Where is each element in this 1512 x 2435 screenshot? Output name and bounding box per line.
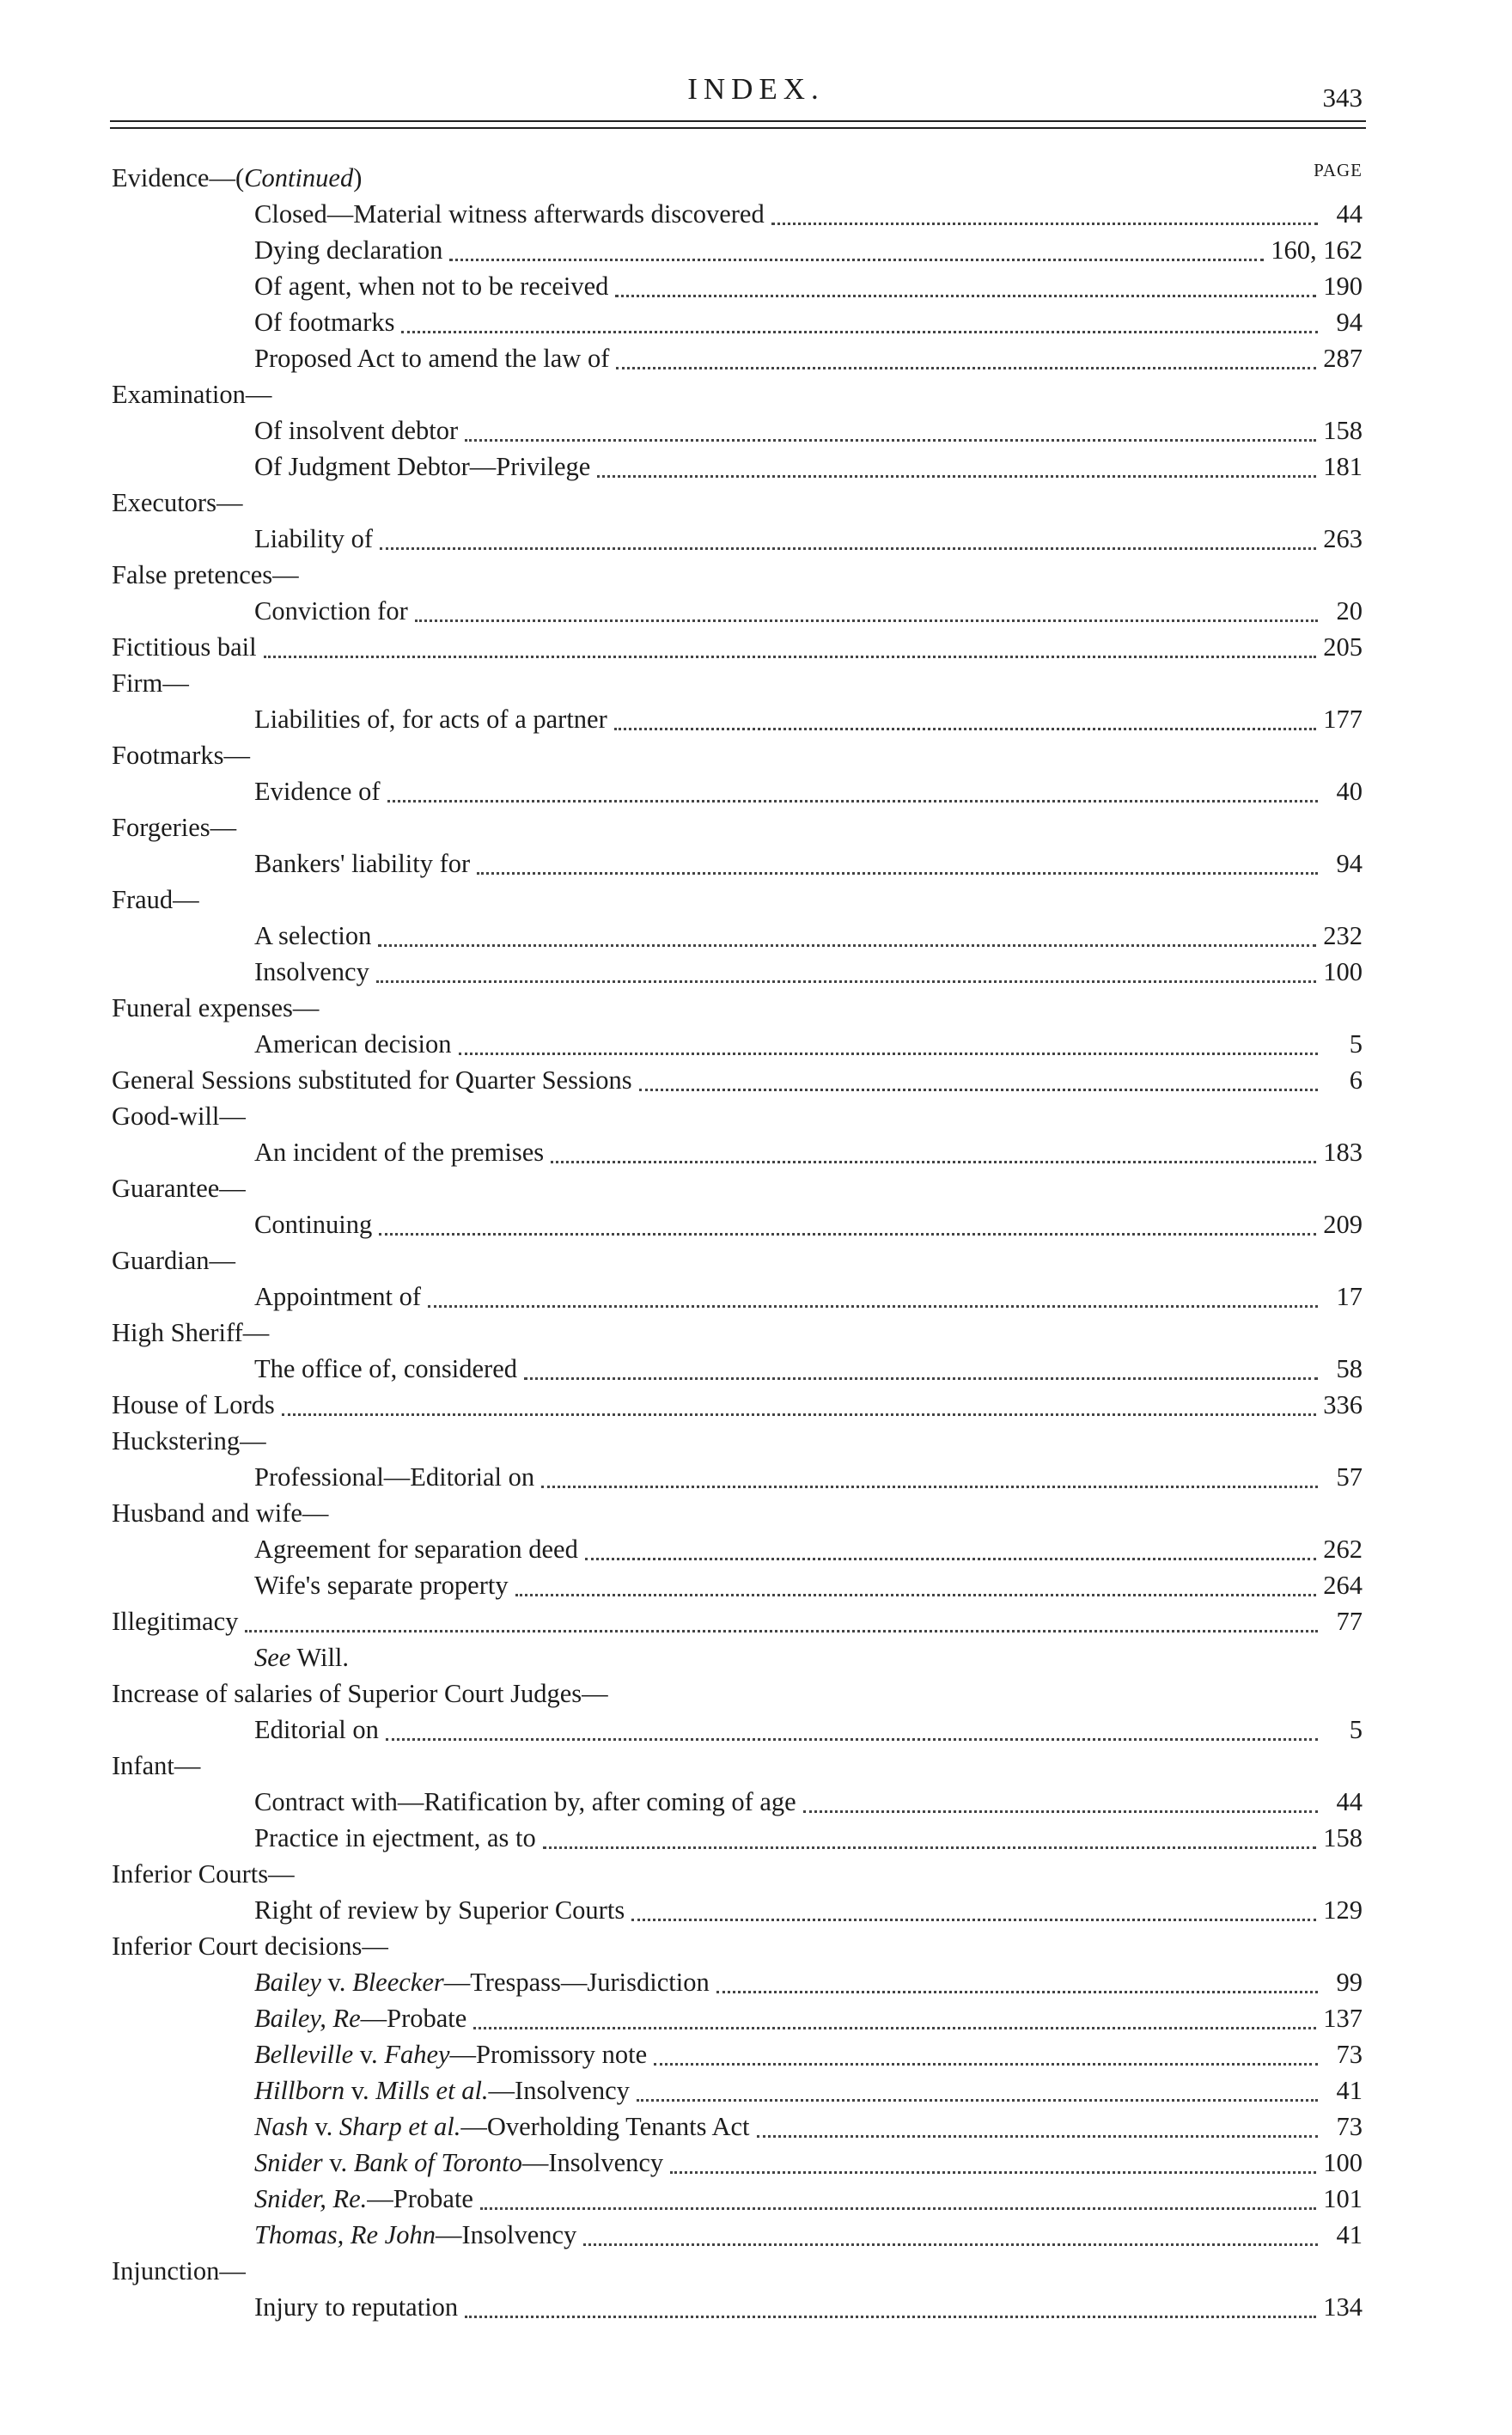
entry-text-segment: Footmarks— [112,741,250,770]
index-subentry [254,2109,1363,2145]
entry-text-segment: Bankers' liability for [254,849,471,878]
entry-text [254,196,765,232]
entry-text [254,449,590,485]
index-subentry [254,2000,1363,2036]
entry-text-segment: Evidence of [254,777,381,806]
index-subentry [254,2217,1363,2253]
dot-leader [771,211,1318,225]
entry-text [254,1567,509,1603]
entry-text [254,1784,796,1820]
entry-text-italic: Bank of Toronto [353,2148,522,2177]
entry-text [112,1498,328,1528]
dot-leader [803,1798,1318,1813]
index-heading [112,1856,295,1892]
entry-text-segment: Conviction for [254,596,408,626]
page-reference: 232 [1323,921,1363,950]
entry-text-segment: Proposed Act to amend the law of [254,344,610,373]
page-reference: 94 [1336,308,1363,337]
entry-text-segment: —Probate [367,2184,473,2213]
dot-leader [583,2231,1318,2246]
index-subentry [254,1639,349,1675]
entry-text-italic: Bailey, Re [254,2004,361,2033]
index-subentry [254,845,1363,882]
index-heading [112,376,271,412]
page-reference: 209 [1323,1210,1363,1239]
entry-text [254,232,442,268]
dot-leader [473,2015,1316,2029]
index-subentry [254,2072,1363,2109]
entry-text-segment: Firm— [112,668,189,698]
entry-text-segment: —Trespass—Jurisdiction [443,1968,710,1997]
dot-leader [639,1077,1318,1091]
index-subentry [254,1206,1363,1242]
entry-text [112,1318,269,1347]
header-rule-bottom [110,127,1366,129]
page-reference: 158 [1323,1823,1363,1852]
page-reference: 73 [1336,2040,1363,2069]
page-reference: 99 [1336,1968,1363,1997]
page-reference: 190 [1323,272,1363,301]
entry-text [254,1206,372,1242]
page-reference: 177 [1323,705,1363,734]
entry-text [254,2181,473,2217]
entry-text-segment: Of insolvent debtor [254,416,459,445]
entry-text-segment: Wife's separate property [254,1571,509,1600]
entry-text-segment: Professional—Editorial on [254,1462,535,1492]
page-reference: 41 [1336,2220,1363,2249]
index-subentry [254,340,1363,376]
entry-text-segment: False pretences— [112,560,299,589]
entry-text [254,1026,452,1062]
entry-text-segment: —Overholding Tenants Act [460,2112,750,2141]
index-subentry [254,449,1363,485]
index-heading [112,1495,328,1531]
entry-text [254,304,394,340]
index-heading [112,485,242,521]
entry-text [254,2289,458,2325]
page-reference: 101 [1323,2184,1363,2213]
entry-text-segment: —Insolvency [521,2148,664,2177]
entry-text-segment: Good-will— [112,1102,246,1131]
entry-text-segment: Guardian— [112,1246,235,1275]
entry-text-segment: Injury to reputation [254,2292,459,2322]
dot-leader [282,1401,1317,1416]
entry-text-segment: —Insolvency [435,2220,577,2249]
dot-leader [597,463,1316,478]
dot-leader [449,247,1264,261]
entry-text-segment: Of footmarks [254,308,395,337]
page-reference: 44 [1336,199,1363,229]
entry-text [254,1459,534,1495]
entry-text [254,773,381,809]
entry-text-segment: v. [344,2076,376,2105]
entry-text [112,1387,275,1423]
entry-text [254,918,371,954]
entry-text-segment: Will. [290,1643,350,1672]
page-number: 343 [1322,82,1363,113]
entry-text-segment: Guarantee— [112,1174,246,1203]
dot-leader [551,1149,1316,1163]
index-heading [112,737,250,773]
entry-text-segment: High Sheriff— [112,1318,270,1347]
dot-leader [585,1546,1316,1560]
entry-text-italic: Bailey [254,1968,321,1997]
entry-text [254,1279,421,1315]
entry-text-segment: Fraud— [112,885,199,914]
entry-text [112,163,362,192]
entry-text-segment: Inferior Court decisions— [112,1932,388,1961]
page-reference: 100 [1323,957,1363,986]
dot-leader [378,932,1316,947]
entry-text-segment: v. [308,2112,339,2141]
entry-text-segment: Practice in ejectment, as to [254,1823,536,1852]
entry-text-segment: Agreement for separation deed [254,1535,578,1564]
dot-leader [428,1293,1318,1308]
page-reference: 160, 162 [1271,235,1363,265]
entry-text [112,741,250,770]
entry-text-italic: Bleecker [352,1968,444,1997]
entry-text [254,521,373,557]
entry-text [254,2072,630,2109]
dot-leader [387,788,1319,803]
entry-text [254,1892,625,1928]
index-subentry [254,232,1363,268]
index-subentry [254,412,1363,449]
entry-text-segment: The office of, considered [254,1354,517,1383]
page-reference: 44 [1336,1787,1363,1816]
index-heading [112,557,299,593]
index-subentry [254,2145,1363,2181]
index-subentry [254,1567,1363,1603]
entry-text-segment: Editorial on [254,1715,379,1744]
index-heading [112,629,1363,665]
entry-text [112,1426,266,1456]
entry-text [254,593,408,629]
entry-text-segment: Fictitious bail [112,632,257,662]
index-subentry [254,773,1363,809]
entry-text [254,340,609,376]
entry-text [254,1351,517,1387]
entry-text [112,1174,246,1203]
page-reference: 6 [1349,1065,1363,1095]
index-subentry [254,701,1363,737]
index-subentry [254,1279,1363,1315]
entry-text-segment: Of agent, when not to be received [254,272,609,301]
entry-text-segment: Injunction— [112,2256,246,2285]
page-reference: 57 [1336,1462,1363,1492]
page-reference: 181 [1323,452,1363,481]
index-heading [112,1170,246,1206]
dot-leader [615,283,1316,297]
entry-text [112,1679,608,1708]
entry-text [112,1603,238,1639]
entry-text-segment: Huckstering— [112,1426,266,1456]
page-reference: 41 [1336,2076,1363,2105]
entry-text [112,560,299,589]
index-heading [112,1603,1363,1639]
index-subentry [254,1026,1363,1062]
entry-text-segment: A selection [254,921,372,950]
page-reference: 205 [1323,632,1363,662]
entry-text-segment: American decision [254,1029,452,1059]
entry-text-italic: Snider, Re. [254,2184,368,2213]
entry-text [112,629,257,665]
page-reference: 262 [1323,1535,1363,1564]
dot-leader [614,716,1317,730]
index-heading [112,990,319,1026]
index-heading [112,1748,200,1784]
dot-leader [379,1221,1316,1236]
index-subentry [254,196,1363,232]
index-heading [112,809,236,845]
entry-text [112,2256,246,2285]
entry-text [112,1246,235,1275]
entry-text [254,845,470,882]
entry-text [112,380,271,409]
entry-text [254,2145,663,2181]
entry-text [112,488,242,517]
index-subentry [254,954,1363,990]
entry-text-segment: General Sessions substituted for Quarter Sessions [112,1065,632,1095]
page-reference: 58 [1336,1354,1363,1383]
entry-text-italic: Sharp et al. [338,2112,461,2141]
entry-text-segment: Illegitimacy [112,1607,239,1636]
entry-text [112,1062,632,1098]
entry-text-segment: v. [322,2148,354,2177]
entry-text-segment: Examination— [112,380,272,409]
dot-leader [515,1582,1317,1596]
entry-text [112,1102,246,1131]
index-subentry [254,1820,1363,1856]
entry-text-segment: —Promissory note [449,2040,648,2069]
dot-leader [380,535,1316,550]
page-reference: 17 [1336,1282,1363,1311]
index-subentry [254,918,1363,954]
index-subentry [254,1459,1363,1495]
dot-leader [245,1618,1318,1632]
dot-leader [477,860,1318,875]
index-heading [112,665,189,701]
page-reference: 94 [1336,849,1363,878]
entry-text-segment: ) [353,163,363,192]
index-heading [112,1315,269,1351]
entry-text [254,1134,544,1170]
index-subentry [254,304,1363,340]
entry-text-segment: —Insolvency [488,2076,630,2105]
page-reference: 40 [1336,777,1363,806]
entry-text-segment: House of Lords [112,1390,275,1419]
index-subentry [254,2181,1363,2217]
dot-leader [670,2159,1316,2174]
index-subentry [254,593,1363,629]
dot-leader [654,2051,1318,2066]
entry-text-segment: Infant— [112,1751,201,1780]
entry-text-italic: See [254,1643,291,1672]
index-heading [112,2253,246,2289]
entry-text [254,1643,349,1672]
index-subentry [254,1531,1363,1567]
index-heading [112,1098,246,1134]
page-reference: 158 [1323,416,1363,445]
entry-text-segment: Dying declaration [254,235,443,265]
index-subentry [254,1892,1363,1928]
entry-text-italic: Snider [254,2148,323,2177]
header-rule-top [110,120,1366,122]
page-reference: 336 [1323,1390,1363,1419]
entry-text-segment: Inferior Courts— [112,1859,295,1889]
index-heading [112,1062,1363,1098]
page-reference: 100 [1323,2148,1363,2177]
entry-text [254,1712,379,1748]
page-reference: 129 [1323,1895,1363,1925]
index-heading [112,1928,388,1964]
entry-text [254,2109,750,2145]
dot-leader [401,319,1318,333]
dot-leader [631,1907,1316,1921]
index-subentry [254,1964,1363,2000]
index-heading [112,160,362,196]
entry-text [254,1964,710,2000]
dot-leader [465,427,1316,442]
page-column-label: PAGE [1314,160,1363,180]
entry-text-italic: Nash [254,2112,308,2141]
page-reference: 264 [1323,1571,1363,1600]
dot-leader [524,1365,1318,1380]
dot-leader [543,1834,1317,1849]
entry-text [254,954,369,990]
entry-text [112,1751,200,1780]
page-reference: 5 [1349,1029,1363,1059]
dot-leader [376,968,1316,983]
entry-text-italic: Fahey [384,2040,450,2069]
entry-text-italic: Belleville [254,2040,354,2069]
entry-text-segment: Executors— [112,488,243,517]
entry-text-segment: Forgeries— [112,813,237,842]
dot-leader [637,2087,1318,2102]
index-subentry [254,1134,1363,1170]
entry-text-segment: Continuing [254,1210,373,1239]
entry-text [254,412,458,449]
entry-text [254,1820,536,1856]
entry-text-italic: Thomas, Re John [254,2220,436,2249]
page-reference: 183 [1323,1138,1363,1167]
entry-text-segment: Liability of [254,524,374,553]
entry-text-segment: —Probate [360,2004,467,2033]
entry-text [254,2000,466,2036]
index-heading [112,1675,608,1712]
entry-text-segment: Funeral expenses— [112,993,320,1022]
dot-leader [616,355,1316,369]
entry-text [254,268,608,304]
entry-text [254,701,607,737]
index-subentry [254,1712,1363,1748]
index-subentry [254,1784,1363,1820]
dot-leader [541,1474,1318,1488]
entry-text-segment: Appointment of [254,1282,421,1311]
dot-leader [757,2123,1319,2138]
entry-text-segment: Insolvency [254,957,369,986]
entry-text-segment: Closed—Material witness afterwards discovered [254,199,765,229]
index-heading [112,1242,235,1279]
dot-leader [386,1726,1318,1741]
dot-leader [480,2195,1316,2210]
entry-text [112,1859,295,1889]
entry-text-segment: Evidence—( [112,163,245,192]
index-subentry [254,2036,1363,2072]
entry-text-italic: Continued [244,163,354,192]
entry-text [254,2036,647,2072]
dot-leader [465,2304,1316,2318]
page-reference: 263 [1323,524,1363,553]
page-reference: 137 [1323,2004,1363,2033]
index-subentry [254,1351,1363,1387]
entry-text [254,1531,578,1567]
index-subentry [254,268,1363,304]
entry-text [112,885,199,914]
dot-leader [415,607,1318,622]
dot-leader [459,1041,1318,1055]
index-heading [112,882,199,918]
index-subentry [254,2289,1363,2325]
page-reference: 134 [1323,2292,1363,2322]
page-title: INDEX. [687,72,825,106]
index-heading [112,1387,1363,1423]
page-reference: 77 [1336,1607,1363,1636]
dot-leader [264,644,1317,658]
entry-text [254,2217,576,2253]
index-subentry [254,521,1363,557]
entry-text-segment: Increase of salaries of Superior Court Judges— [112,1679,608,1708]
entry-text-segment: Of Judgment Debtor—Privilege [254,452,591,481]
entry-text-segment: Contract with—Ratification by, after coming of age [254,1787,796,1816]
entry-text-segment: An incident of the premises [254,1138,545,1167]
index-heading [112,1423,266,1459]
entry-text-italic: Mills et al. [375,2076,489,2105]
entry-text-italic: Hillborn [254,2076,345,2105]
entry-text-segment: v. [320,1968,353,1997]
entry-text-segment: Husband and wife— [112,1498,329,1528]
page-reference: 73 [1336,2112,1363,2141]
entry-text [112,993,319,1022]
entry-text-segment: Right of review by Superior Courts [254,1895,625,1925]
entry-text [112,813,236,842]
entry-text-segment: v. [353,2040,385,2069]
entry-text [112,668,189,698]
entry-text-segment: Liabilities of, for acts of a partner [254,705,607,734]
dot-leader [716,1979,1318,1993]
page-reference: 20 [1336,596,1363,626]
entry-text [112,1932,388,1961]
page-reference: 5 [1349,1715,1363,1744]
page-reference: 287 [1323,344,1363,373]
